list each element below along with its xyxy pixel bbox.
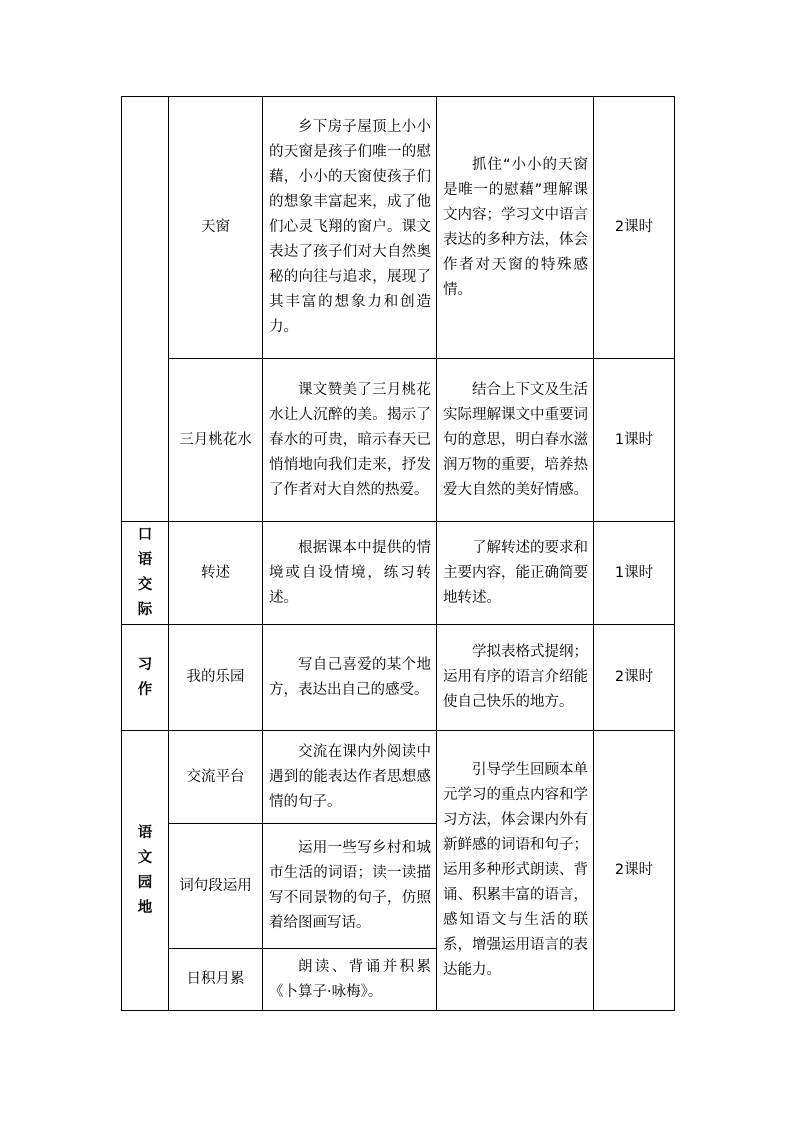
lesson-content-text: 交流在课内外阅读中遇到的能表达作者思想感情的句子。 <box>269 743 431 810</box>
lesson-content <box>263 625 437 731</box>
lesson-plan-table <box>121 96 675 1011</box>
lesson-title: 天窗 <box>169 97 263 359</box>
lesson-content <box>263 949 437 1011</box>
unit-cell <box>122 625 169 731</box>
lesson-hours: 1课时 <box>594 359 675 522</box>
lesson-title: 日积月累 <box>169 949 263 1011</box>
lesson-content <box>263 522 437 625</box>
lesson-content <box>263 359 437 522</box>
lesson-content-text: 朗读、背诵并积累《卜算子·咏梅》。 <box>269 958 431 1000</box>
unit-cell <box>122 731 169 1011</box>
lesson-content <box>263 97 437 359</box>
lesson-title: 转述 <box>169 522 263 625</box>
lesson-title: 交流平台 <box>169 731 263 824</box>
lesson-content-text: 运用一些写乡村和城市生活的词语；读一读描写不同景物的句子，仿照着给图画写话。 <box>269 840 431 931</box>
lesson-goal <box>437 359 594 522</box>
lesson-goal-text: 引导学生回顾本单元学习的重点内容和学习方法，体会课内外有新鲜感的词语和句子；运用多种形式朗读、背诵、积累丰富的语言，感知语文与生活的联系，增强运用语言的表达能力。 <box>443 762 588 978</box>
table-row <box>122 522 675 625</box>
lesson-hours: 2课时 <box>594 97 675 359</box>
unit-label: 语文园地 <box>137 824 153 916</box>
lesson-title: 词句段运用 <box>169 824 263 949</box>
lesson-goal <box>437 97 594 359</box>
lesson-goal <box>437 522 594 625</box>
lesson-content-text: 根据课本中提供的情境或自设情境，练习转述。 <box>269 539 431 606</box>
lesson-content-text: 课文赞美了三月桃花水让人沉醉的美。揭示了春水的可贵，暗示春天已悄悄地向我们走来，抒发了作者对大自然的热爱。 <box>269 381 431 498</box>
unit-cell <box>122 522 169 625</box>
table-row <box>122 731 675 824</box>
lesson-hours: 2课时 <box>594 625 675 731</box>
unit-cell-reading <box>122 97 169 522</box>
lesson-content <box>263 824 437 949</box>
lesson-title: 三月桃花水 <box>169 359 263 522</box>
unit-label: 习作 <box>137 656 153 698</box>
lesson-content-text: 乡下房子屋顶上小小的天窗是孩子们唯一的慰藉，小小的天窗使孩子们的想象丰富起来，成了他们心灵飞翔的窗户。课文表达了孩子们对大自然奥秘的向往与追求，展现了其丰富的想象力和创造力。 <box>269 119 431 335</box>
table-row <box>122 97 675 359</box>
lesson-goal <box>437 625 594 731</box>
lesson-title: 我的乐园 <box>169 625 263 731</box>
unit-label: 口语交际 <box>137 527 153 618</box>
lesson-goal <box>437 731 594 1011</box>
lesson-content <box>263 731 437 824</box>
lesson-hours: 2课时 <box>594 731 675 1011</box>
lesson-hours: 1课时 <box>594 522 675 625</box>
lesson-content-text: 写自己喜爱的某个地方，表达出自己的感受。 <box>269 656 431 698</box>
table-row <box>122 625 675 731</box>
lesson-goal-text: 学拟表格式提纲；运用有序的语言介绍能使自己快乐的地方。 <box>443 644 588 710</box>
table-row <box>122 359 675 522</box>
lesson-goal-text: 抓住“小小的天窗是唯一的慰藉”理解课文内容；学习文中语言表达的多种方法，体会作者对天窗的特殊感情。 <box>443 156 588 298</box>
lesson-goal-text: 结合上下文及生活实际理解课文中重要词句的意思，明白春水滋润万物的重要，培养热爱大自然的美好情感。 <box>443 381 588 498</box>
lesson-goal-text: 了解转述的要求和主要内容，能正确简要地转述。 <box>443 539 588 606</box>
